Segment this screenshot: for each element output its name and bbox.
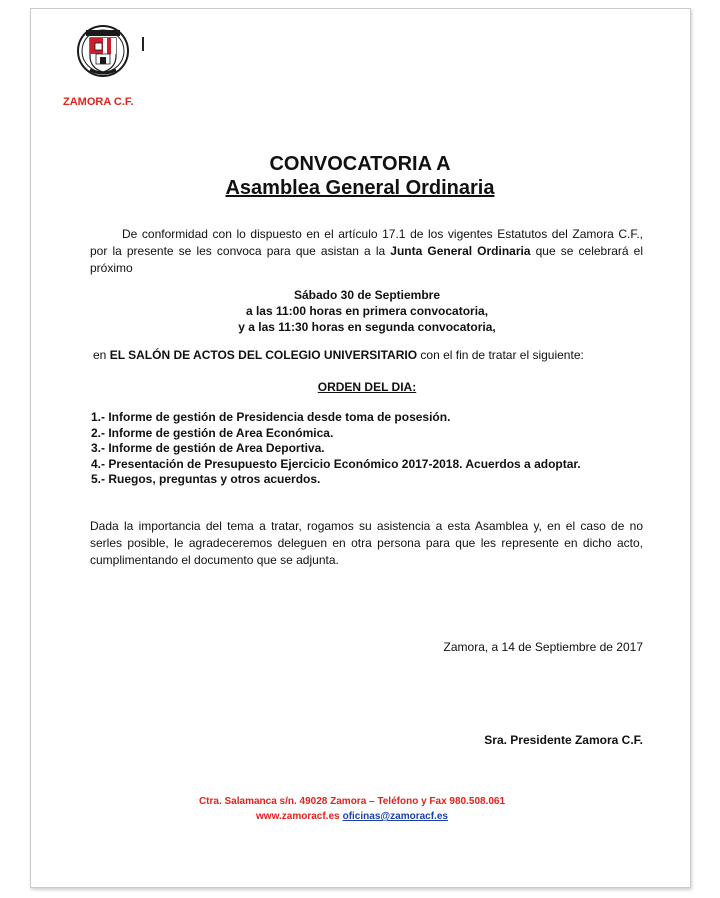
meeting-date: Sábado 30 de Septiembre	[293, 288, 441, 302]
place-and-date: Zamora, a 14 de Septiembre de 2017	[443, 640, 643, 654]
website-link[interactable]: www.zamoracf.es	[256, 811, 340, 822]
agenda-item: 3.- Informe de gestión de Area Deportiva.	[91, 441, 325, 455]
signature: Sra. Presidente Zamora C.F.	[484, 733, 643, 747]
intro-bold-text: Junta General Ordinaria	[390, 244, 531, 258]
intro-paragraph: De conformidad con lo dispuesto en el artículo 17.1 de los vigentes Estatutos del Zamora C.F., por la presente se les convoca para que asistan a la Junta General Ordinaria que se celebrará el próximo	[90, 227, 643, 275]
email-link[interactable]: oficinas@zamoracf.es	[342, 811, 448, 822]
agenda-item: 2.- Informe de gestión de Area Económica.	[91, 425, 334, 440]
agenda-title: ORDEN DEL DIA:	[317, 380, 417, 394]
agenda-item: 5.- Ruegos, preguntas y otros acuerdos.	[91, 472, 321, 486]
agenda-list	[91, 410, 581, 488]
agenda-item: 4.- Presentación de Presupuesto Ejercicio Económico 2017-2018. Acuerdos a adoptar.	[91, 456, 581, 471]
meeting-second-call: y a las 11:30 horas en segunda convocatoria,	[238, 320, 496, 334]
document-subtitle: Asamblea General Ordinaria	[225, 177, 495, 199]
venue-name: EL SALÓN DE ACTOS DEL COLEGIO UNIVERSITARIO	[109, 348, 418, 362]
agenda-item: 1.- Informe de gestión de Presidencia desde toma de posesión.	[91, 410, 451, 424]
closing-paragraph: Dada la importancia del tema a tratar, rogamos su asistencia a esta Asamblea y, en el caso de no serles posible, le agradeceremos deleguen en otra persona para que les represente en dicho acto, cumplimentando el documento que se adjunta.	[90, 519, 643, 567]
meeting-first-call: a las 11:00 horas en primera convocatoria,	[245, 304, 489, 318]
club-name: ZAMORA C.F.	[63, 96, 134, 108]
footer-address: Ctra. Salamanca s/n. 49028 Zamora – Teléfono y Fax 980.508.061	[198, 796, 506, 807]
footer-contact	[0, 811, 704, 822]
club-crest-icon	[76, 24, 130, 78]
meeting-location: en EL SALÓN DE ACTOS DEL COLEGIO UNIVERSITARIO con el fin de tratar el siguiente:	[93, 348, 584, 362]
document-title: CONVOCATORIA A	[269, 153, 451, 175]
text-cursor	[142, 37, 144, 51]
